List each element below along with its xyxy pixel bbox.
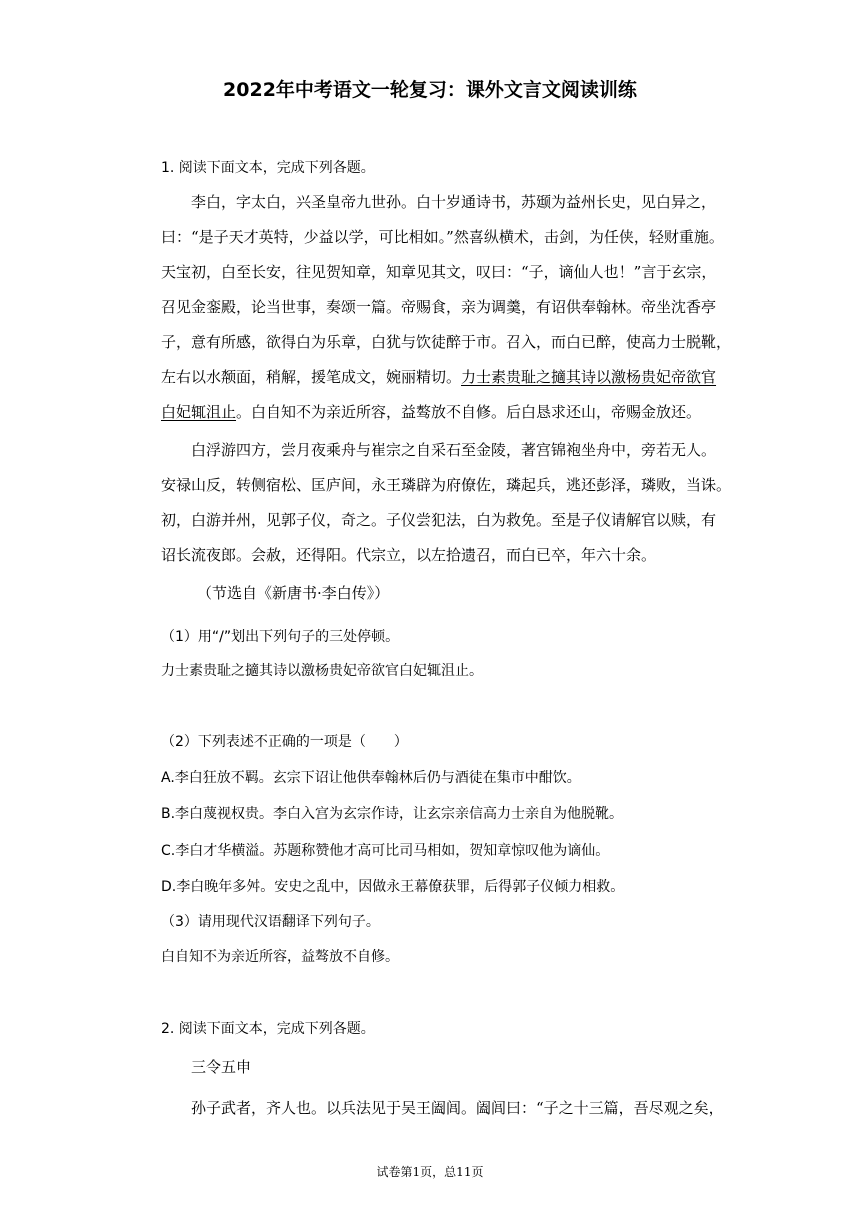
option-d: D.李白晚年多舛。安史之乱中，因做永王幕僚获罪，后得郭子仪倾力相救。 bbox=[161, 879, 625, 895]
underlined-sentence-end: 白妃辄沮止 bbox=[161, 403, 237, 421]
passage-line: 召见金銮殿，论当世事，奏颂一篇。帝赐食，亲为调羹，有诏供奉翰林。帝坐沈香亭 bbox=[161, 298, 717, 316]
passage-text: 左右以水颒面，稍解，援笔成文，婉丽精切。 bbox=[161, 368, 462, 386]
option-a: A.李白狂放不羁。玄宗下诏让他供奉翰林后仍与酒徒在集市中酣饮。 bbox=[161, 770, 581, 786]
page-footer: 试卷第1页，总11页 bbox=[376, 1165, 484, 1179]
option-c: C.李白才华横溢。苏题称赞他才高可比司马相如，贺知章惊叹他为谪仙。 bbox=[161, 843, 610, 859]
sub-question-3-prompt: （3）请用现代汉语翻译下列句子。 bbox=[161, 914, 380, 930]
passage-line: 安禄山反，转侧宿松、匡庐间，永王璘辟为府僚佐，璘起兵，逃还彭泽，璘败，当诛。 bbox=[161, 476, 732, 494]
sub-question-1-sentence: 力士素贵耻之擿其诗以激杨贵妃帝欲官白妃辄沮止。 bbox=[161, 663, 483, 679]
passage-source: （节选自《新唐书·李白传》） bbox=[197, 584, 390, 602]
page-title: 2022年中考语文一轮复习：课外文言文阅读训练 bbox=[223, 79, 637, 101]
q1-passage-paragraph-1 bbox=[161, 185, 731, 430]
passage-line: 李白，字太白，兴圣皇帝九世孙。白十岁通诗书，苏颋为益州长史，见白异之， bbox=[191, 193, 717, 211]
sub-question-2-prompt: （2）下列表述不正确的一项是（ ） bbox=[161, 734, 408, 750]
question-1-heading: 1. 阅读下面文本，完成下列各题。 bbox=[161, 160, 375, 176]
question-2-subtitle: 三令五申 bbox=[191, 1058, 252, 1076]
underlined-sentence: 力士素贵耻之擿其诗以激杨贵妃帝欲官 bbox=[461, 368, 717, 386]
passage-line: 孙子武者，齐人也。以兵法见于吴王阖闾。阖闾曰：“子之十三篇，吾尽观之矣， bbox=[191, 1099, 724, 1117]
sub-question-1-prompt: （1）用“/”划出下列句子的三处停顿。 bbox=[161, 629, 400, 645]
sub-question-3-sentence: 白自知不为亲近所容，益骜放不自修。 bbox=[161, 949, 399, 965]
option-b: B.李白蔑视权贵。李白入宫为玄宗作诗，让玄宗亲信高力士亲自为他脱靴。 bbox=[161, 806, 624, 822]
passage-line bbox=[161, 360, 731, 395]
passage-line bbox=[161, 395, 731, 430]
passage-line: 诏长流夜郎。会赦，还得阳。代宗立，以左拾遗召，而白已卒，年六十余。 bbox=[161, 546, 657, 564]
q2-passage-paragraph-1 bbox=[161, 1091, 731, 1126]
passage-line: 初，白游并州，见郭子仪，奇之。子仪尝犯法，白为救免。至是子仪请解官以赎，有 bbox=[161, 511, 717, 529]
question-2-heading: 2. 阅读下面文本，完成下列各题。 bbox=[161, 1021, 375, 1037]
passage-text: 。白自知不为亲近所容，益骜放不自修。后白恳求还山，帝赐金放还。 bbox=[236, 403, 702, 421]
passage-line: 曰：“是子天才英特，少益以学，可比相如。”然喜纵横术，击剑，为任侠，轻财重施。 bbox=[161, 228, 724, 246]
passage-line: 天宝初，白至长安，往见贺知章，知章见其文，叹曰：“子，谪仙人也！”言于玄宗， bbox=[161, 263, 717, 281]
passage-line: 子，意有所感，欲得白为乐章，白犹与饮徒醉于市。召入，而白已醉，使高力士脱靴， bbox=[161, 333, 732, 351]
q1-passage-paragraph-2 bbox=[161, 433, 731, 573]
passage-line: 白浮游四方，尝月夜乘舟与崔宗之自采石至金陵，著宫锦袍坐舟中，旁若无人。 bbox=[191, 441, 717, 459]
